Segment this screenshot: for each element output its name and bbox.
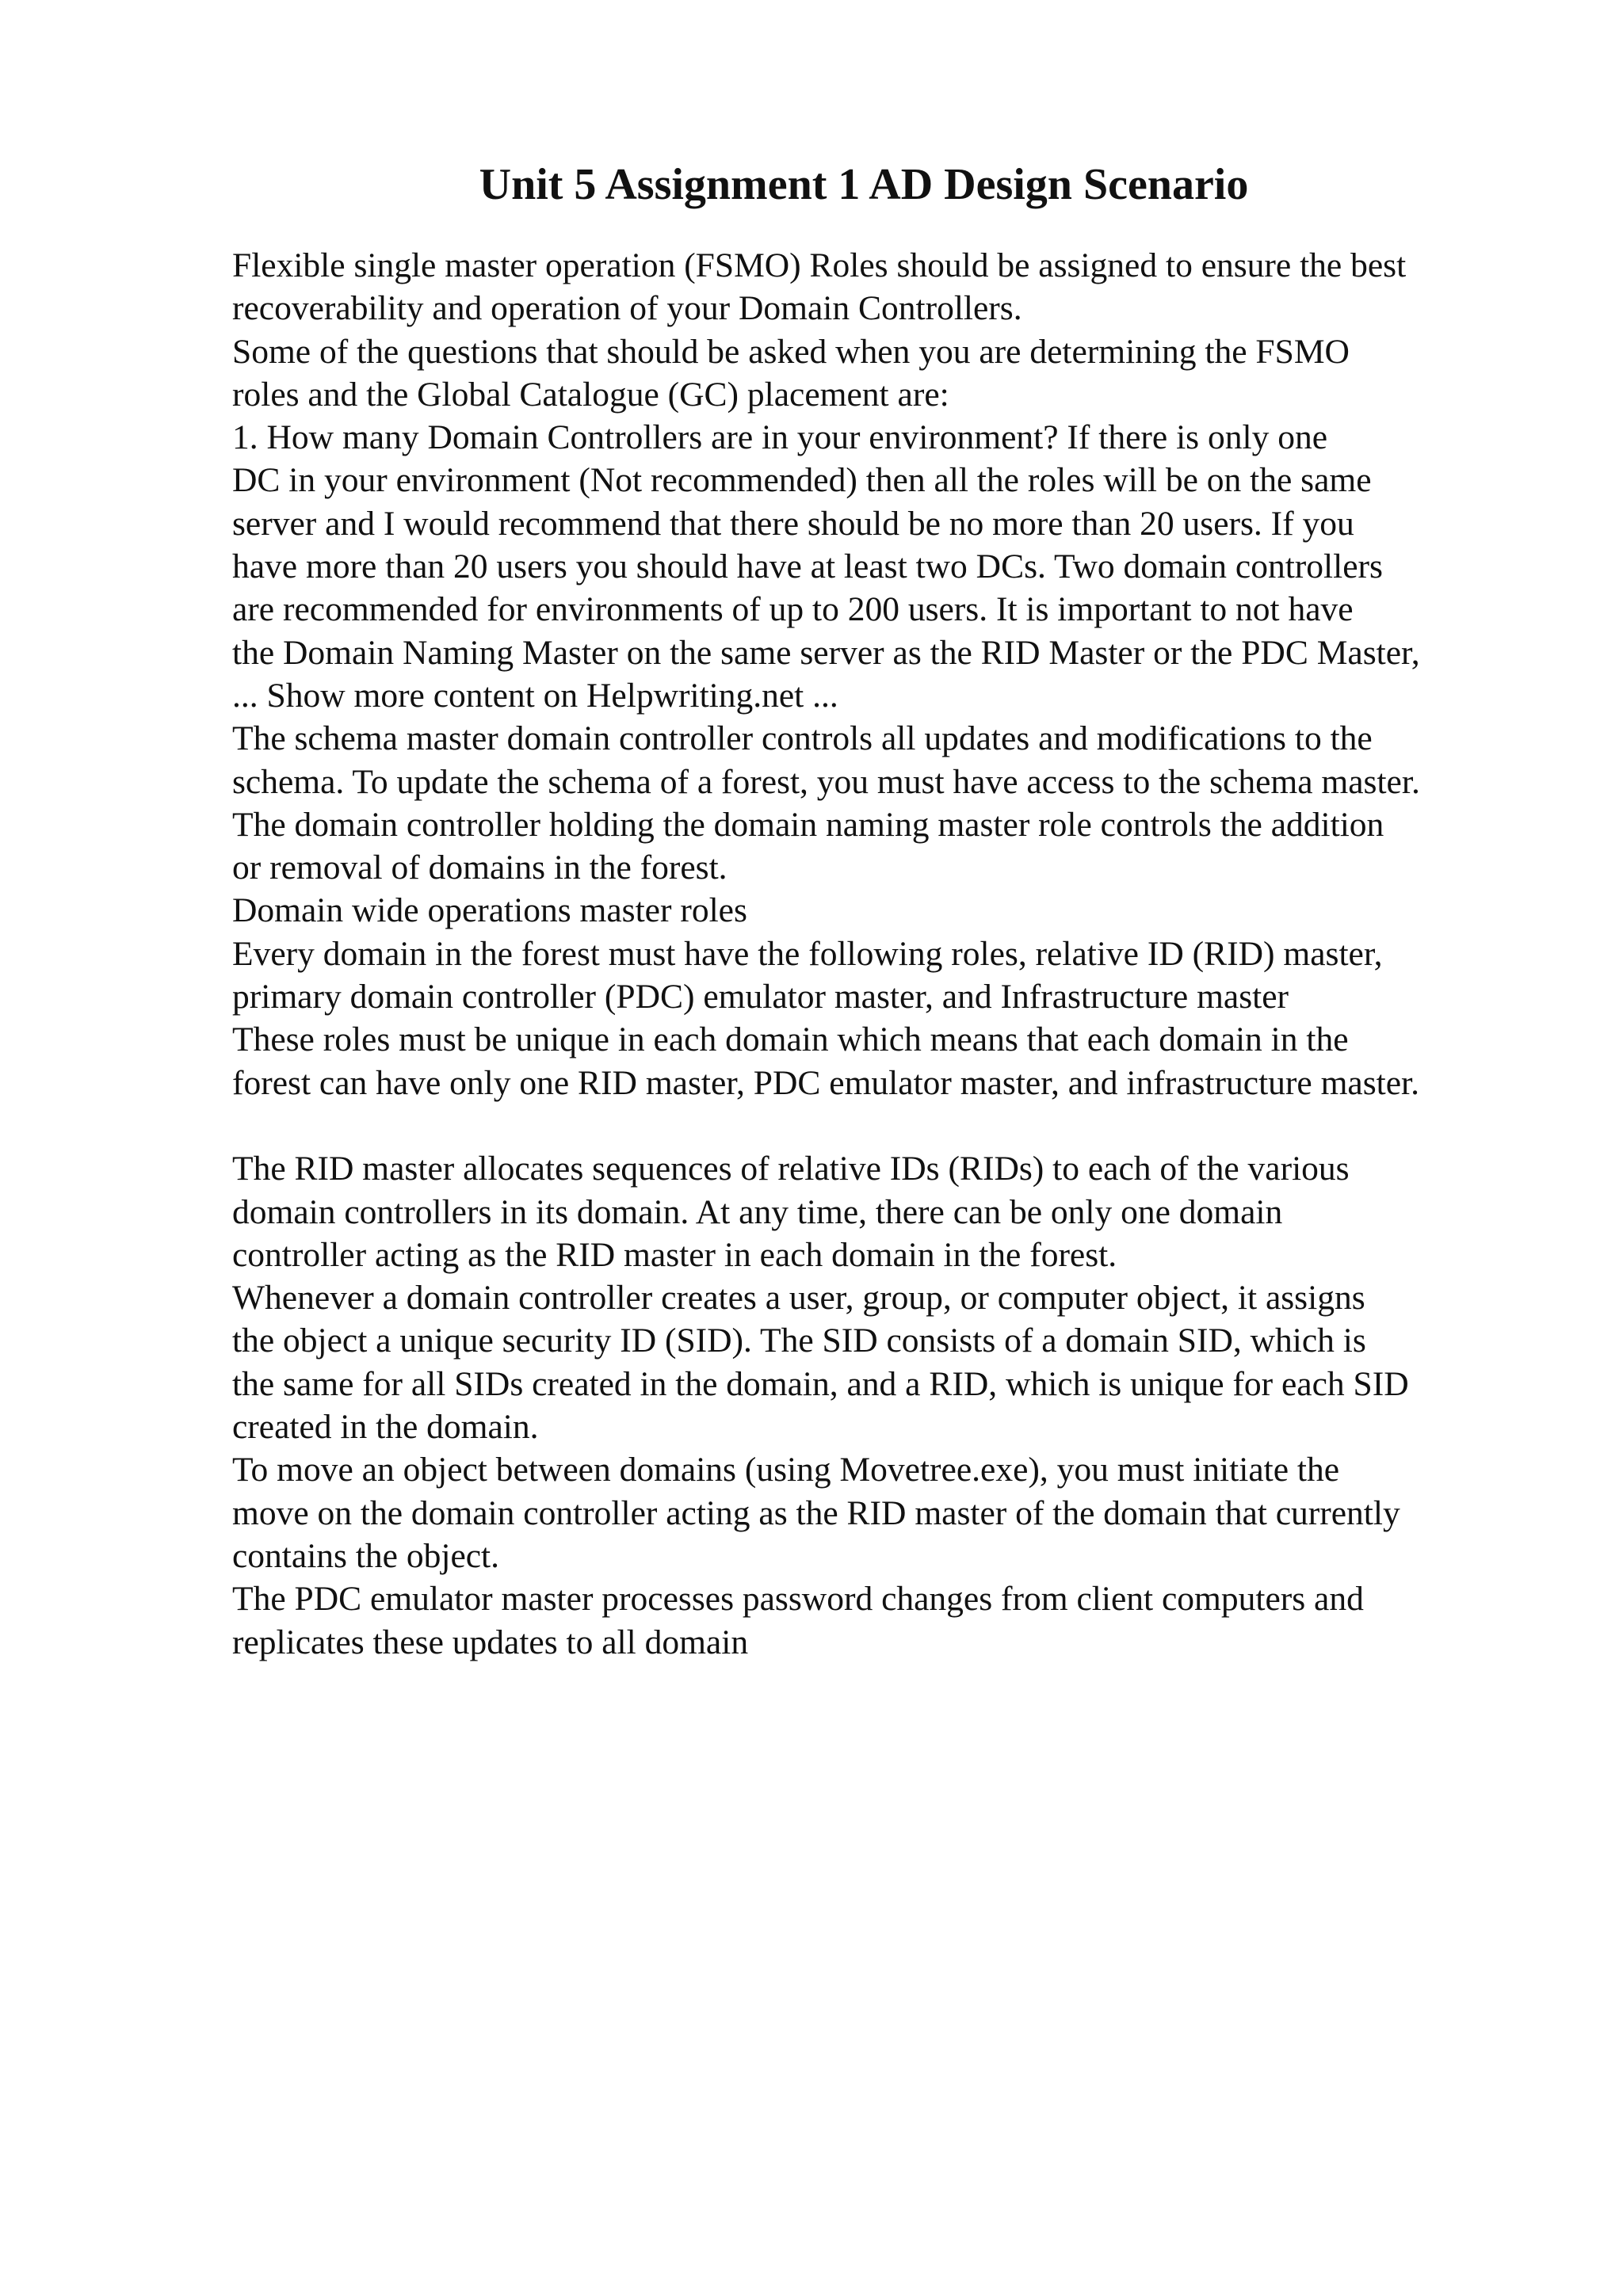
body-line: 1. How many Domain Controllers are in your environment? If there is only one — [232, 418, 1327, 457]
document-title: Unit 5 Assignment 1 AD Design Scenario — [479, 160, 1249, 209]
body-line: forest can have only one RID master, PDC emulator master, and infrastructure master. — [232, 1063, 1420, 1102]
body-line: the same for all SIDs created in the domain, and a RID, which is unique for each SID — [232, 1364, 1409, 1403]
body-line: the object a unique security ID (SID). The SID consists of a domain SID, which is — [232, 1322, 1366, 1360]
body-line: The PDC emulator master processes password changes from client computers and — [232, 1580, 1364, 1619]
body-line: created in the domain. — [232, 1408, 539, 1447]
body-line: These roles must be unique in each domain which means that each domain in the — [232, 1020, 1349, 1059]
show-more-line: ... Show more content on Helpwriting.net ... — [232, 676, 838, 715]
body-line: contains the object. — [232, 1536, 500, 1575]
body-line: Flexible single master operation (FSMO) Roles should be assigned to ensure the best — [232, 246, 1407, 284]
body-line: the Domain Naming Master on the same server as the RID Master or the PDC Master, — [232, 633, 1420, 672]
body-line: replicates these updates to all domain — [232, 1623, 749, 1661]
body-line: Domain wide operations master roles — [232, 891, 747, 930]
body-line: DC in your environment (Not recommended) then all the roles will be on the same — [232, 461, 1372, 500]
body-line: primary domain controller (PDC) emulator master, and Infrastructure master — [232, 978, 1289, 1016]
body-line: domain controllers in its domain. At any time, there can be only one domain — [232, 1192, 1283, 1231]
body-line: Some of the questions that should be asked when you are determining the FSMO — [232, 332, 1350, 371]
body-line: or removal of domains in the forest. — [232, 849, 727, 887]
body-line: To move an object between domains (using Movetree.exe), you must initiate the — [232, 1451, 1340, 1489]
body-line: Every domain in the forest must have the following roles, relative ID (RID) master, — [232, 934, 1383, 973]
body-line: The schema master domain controller controls all updates and modifications to the — [232, 719, 1373, 758]
body-line: controller acting as the RID master in each domain in the forest. — [232, 1235, 1117, 1274]
body-line: The RID master allocates sequences of relative IDs (RIDs) to each of the various — [232, 1150, 1350, 1188]
blank-line — [232, 1104, 1623, 1147]
body-line: schema. To update the schema of a forest, you must have access to the schema master. — [232, 762, 1420, 801]
document-body — [232, 244, 1623, 1664]
body-line: have more than 20 users you should have at least two DCs. Two domain controllers — [232, 547, 1383, 586]
body-line: recoverability and operation of your Domain Controllers. — [232, 289, 1022, 328]
body-line: are recommended for environments of up to 200 users. It is important to not have — [232, 590, 1354, 629]
body-line: move on the domain controller acting as the RID master of the domain that currently — [232, 1493, 1400, 1532]
body-line: server and I would recommend that there should be no more than 20 users. If you — [232, 504, 1354, 543]
body-line: Whenever a domain controller creates a user, group, or computer object, it assigns — [232, 1279, 1365, 1318]
body-line: The domain controller holding the domain naming master role controls the addition — [232, 805, 1384, 844]
body-line: roles and the Global Catalogue (GC) placement are: — [232, 375, 949, 414]
